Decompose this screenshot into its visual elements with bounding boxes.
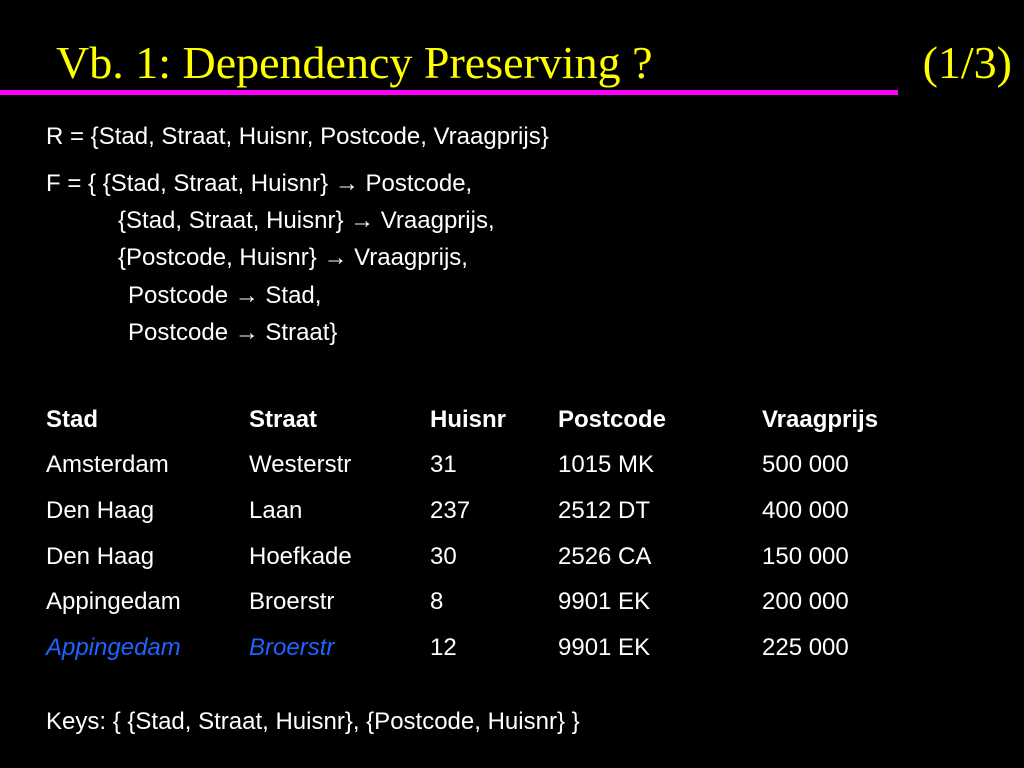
table-cell-highlighted: Broerstr	[249, 633, 335, 661]
column-header-postcode: Postcode	[558, 405, 667, 433]
table-cell: 2512 DT	[558, 496, 651, 524]
table-row	[46, 488, 922, 534]
table-cell: 30	[430, 542, 457, 570]
table-cell: 225 000	[762, 633, 849, 661]
keys-line: Keys: { {Stad, Straat, Huisnr}, {Postcode, Huisnr} }	[46, 708, 580, 735]
slide-page-indicator: (1/3)	[922, 37, 1012, 88]
column-header-straat: Straat	[249, 405, 318, 433]
fd-line-1: F = { {Stad, Straat, Huisnr} → Postcode,	[46, 170, 473, 197]
fd-line-3: {Postcode, Huisnr} → Vraagprijs,	[118, 244, 468, 271]
table-row-highlighted	[46, 625, 922, 671]
relation-schema: R = {Stad, Straat, Huisnr, Postcode, Vraagprijs}	[46, 123, 549, 150]
table-cell: 150 000	[762, 542, 849, 570]
table-row	[46, 579, 922, 625]
fd-line-5: Postcode → Straat}	[128, 319, 338, 346]
title-divider	[0, 90, 898, 95]
slide-title	[56, 34, 1012, 92]
table-cell-highlighted: Appingedam	[46, 633, 181, 661]
table-cell: 9901 EK	[558, 633, 651, 661]
table-cell: 1015 MK	[558, 451, 655, 479]
table-cell: Laan	[249, 496, 303, 524]
table-cell: Broerstr	[249, 588, 335, 616]
table-cell: 9901 EK	[558, 588, 651, 616]
table-cell: 12	[430, 633, 457, 661]
table-cell: 237	[430, 496, 471, 524]
table-row	[46, 443, 922, 489]
table-cell: Westerstr	[249, 451, 352, 479]
table-cell: 500 000	[762, 451, 849, 479]
table-cell: Amsterdam	[46, 451, 169, 479]
column-header-huisnr: Huisnr	[430, 405, 507, 433]
table-row	[46, 534, 922, 580]
example-table	[46, 397, 922, 671]
table-cell: Appingedam	[46, 588, 181, 616]
table-cell: Den Haag	[46, 496, 155, 524]
table-cell: 31	[430, 451, 457, 479]
table-header-row	[46, 397, 922, 443]
column-header-stad: Stad	[46, 405, 99, 433]
table-cell: 2526 CA	[558, 542, 652, 570]
fd-line-2: {Stad, Straat, Huisnr} → Vraagprijs,	[118, 207, 495, 234]
table-cell: 400 000	[762, 496, 849, 524]
fd-line-4: Postcode → Stad,	[128, 282, 322, 309]
table-cell: Den Haag	[46, 542, 155, 570]
column-header-vraagprijs: Vraagprijs	[762, 405, 879, 433]
slide-title-text: Vb. 1: Dependency Preserving ?	[56, 37, 653, 88]
table-cell: 8	[430, 588, 444, 616]
table-cell: Hoefkade	[249, 542, 352, 570]
table-cell: 200 000	[762, 588, 849, 616]
